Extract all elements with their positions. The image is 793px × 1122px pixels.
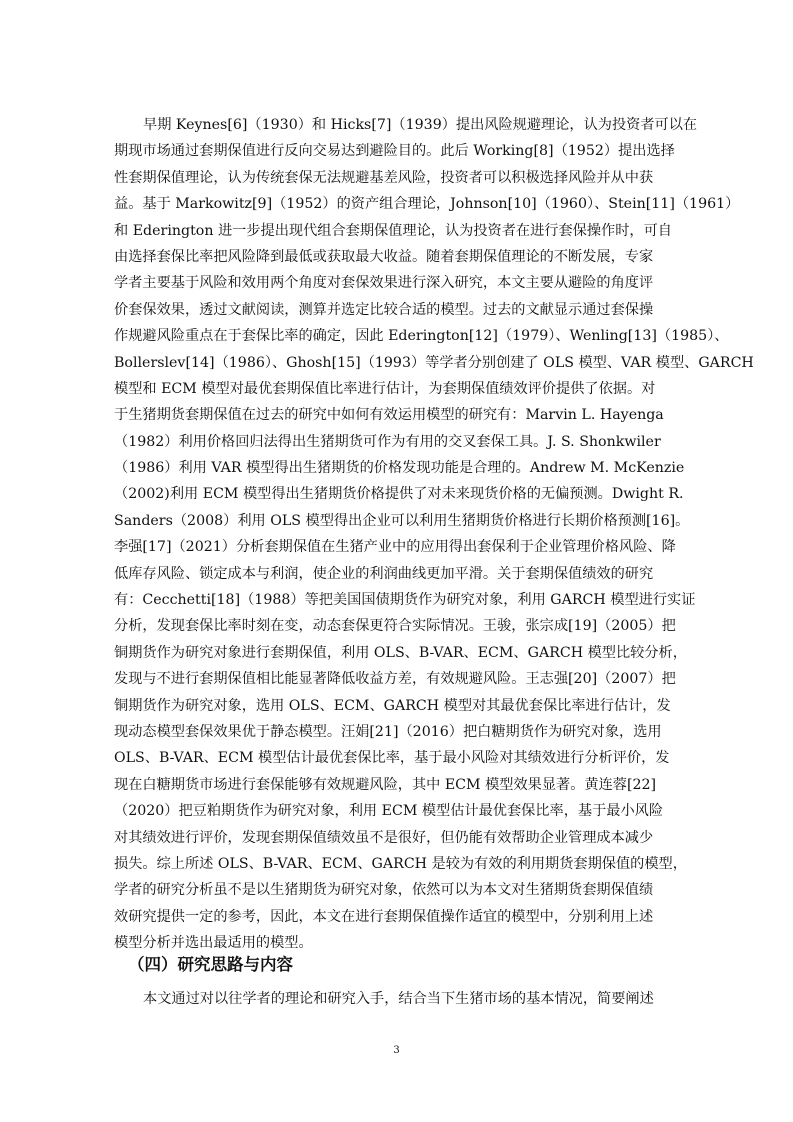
- text-line: Sanders（2008）利用 OLS 模型得出企业可以利用生猪期货价格进行长期价格预测[16]。: [114, 512, 690, 529]
- text-line: 作规避风险重点在于套保比率的确定，因此 Ederington[12]（1979）、Wenling[13]（1985）、: [114, 328, 729, 345]
- text-line: 模型和 ECM 模型对最优套期保值比率进行估计，为套期保值绩效评价提供了依据。对: [114, 380, 656, 397]
- text-line: （2002)利用 ECM 模型得出生猪期货价格提供了对未来现货价格的无偏预测。Dwight R.: [114, 486, 684, 503]
- text-line: 铜期货作为研究对象进行套期保值，利用 OLS、B-VAR、ECM、GARCH 模型比较分析，: [114, 644, 687, 661]
- text-line: 学者的研究分析虽不是以生猪期货为研究对象，依然可以为本文对生猪期货套期保值绩: [114, 882, 654, 899]
- text-line: 本文通过对以往学者的理论和研究入手，结合当下生猪市场的基本情况，简要阐述: [143, 991, 654, 1007]
- section-heading: （四）研究思路与内容: [128, 955, 293, 974]
- text-line: 效研究提供一定的参考，因此，本文在进行套期保值操作适宜的模型中，分别利用上述: [114, 908, 654, 925]
- text-line: 现在白糖期货市场进行套保能够有效规避风险，其中 ECM 模型效果显著。黄连蓉[22]: [114, 776, 657, 793]
- text-line: Bollerslev[14]（1986）、Ghosh[15]（1993）等学者分别创建了 OLS 模型、VAR 模型、GARCH: [114, 354, 754, 371]
- text-line: OLS、B-VAR、ECM 模型估计最优套保比率，基于最小风险对其绩效进行分析评价，发: [114, 750, 670, 767]
- text-line: 和 Ederington 进一步提出现代组合套期保值理论，认为投资者在进行套保操作时，可自: [114, 222, 672, 239]
- text-line: 低库存风险、锁定成本与利润，使企业的利润曲线更加平滑。关于套期保值绩效的研究: [114, 565, 654, 582]
- text-line: 分析，发现套保比率时刻在变，动态套保更符合实际情况。王骏，张宗成[19]（2005）把: [114, 618, 676, 635]
- text-line: 益。基于 Markowitz[9]（1952）的资产组合理论，Johnson[10]（1960）、Stein[11]（1961）: [114, 196, 740, 213]
- text-line: 损失。综上所述 OLS、B-VAR、ECM、GARCH 是较为有效的利用期货套期保值的模型，: [114, 855, 687, 872]
- text-line: 模型分析并选出最适用的模型。: [114, 935, 313, 952]
- page-number: 3: [393, 1045, 400, 1056]
- text-line: 李强[17]（2021）分析套期保值在生猪产业中的应用得出套保利于企业管理价格风险、降: [114, 539, 676, 556]
- research-outline-paragraph: [114, 986, 681, 1012]
- text-line: （1986）利用 VAR 模型得出生猪期货的价格发现功能是合理的。Andrew M. McKenzie: [114, 460, 685, 477]
- text-line: 发现与不进行套期保值相比能显著降低收益方差，有效规避风险。王志强[20]（2007）把: [114, 671, 676, 688]
- text-line: （1982）利用价格回归法得出生猪期货可作为有用的交叉套保工具。J. S. Shonkwiler: [114, 433, 661, 450]
- text-line: 早期 Keynes[6]（1930）和 Hicks[7]（1939）提出风险规避理论，认为投资者可以在: [143, 117, 698, 133]
- text-line: 性套期保值理论，认为传统套保无法规避基差风险，投资者可以积极选择风险并从中获: [114, 169, 654, 186]
- text-line: 有：Cecchetti[18]（1988）等把美国国债期货作为研究对象，利用 GARCH 模型进行实证: [114, 592, 696, 609]
- text-line: 铜期货作为研究对象，选用 OLS、ECM、GARCH 模型对其最优套保比率进行估计，发: [114, 697, 671, 714]
- text-line: 期现市场通过套期保值进行反向交易达到避险目的。此后 Working[8]（1952）提出选择: [114, 143, 675, 160]
- text-line: （2020）把豆粕期货作为研究对象，利用 ECM 模型估计最优套保比率，基于最小风险: [114, 803, 664, 820]
- literature-review-paragraph: [114, 112, 754, 957]
- text-line: 对其绩效进行评价，发现套期保值绩效虽不是很好，但仍能有效帮助企业管理成本减少: [114, 829, 654, 846]
- text-line: 由选择套保比率把风险降到最低或获取最大收益。随着套期保值理论的不断发展，专家: [114, 248, 654, 265]
- text-line: 现动态模型套保效果优于静态模型。汪娟[21]（2016）把白糖期货作为研究对象，选用: [114, 723, 662, 740]
- text-line: 价套保效果，透过文献阅读，测算并选定比较合适的模型。过去的文献显示通过套保操: [114, 301, 654, 318]
- text-line: 于生猪期货套期保值在过去的研究中如何有效运用模型的研究有：Marvin L. Hayenga: [114, 407, 664, 424]
- text-line: 学者主要基于风险和效用两个角度对套保效果进行深入研究，本文主要从避险的角度评: [114, 275, 654, 292]
